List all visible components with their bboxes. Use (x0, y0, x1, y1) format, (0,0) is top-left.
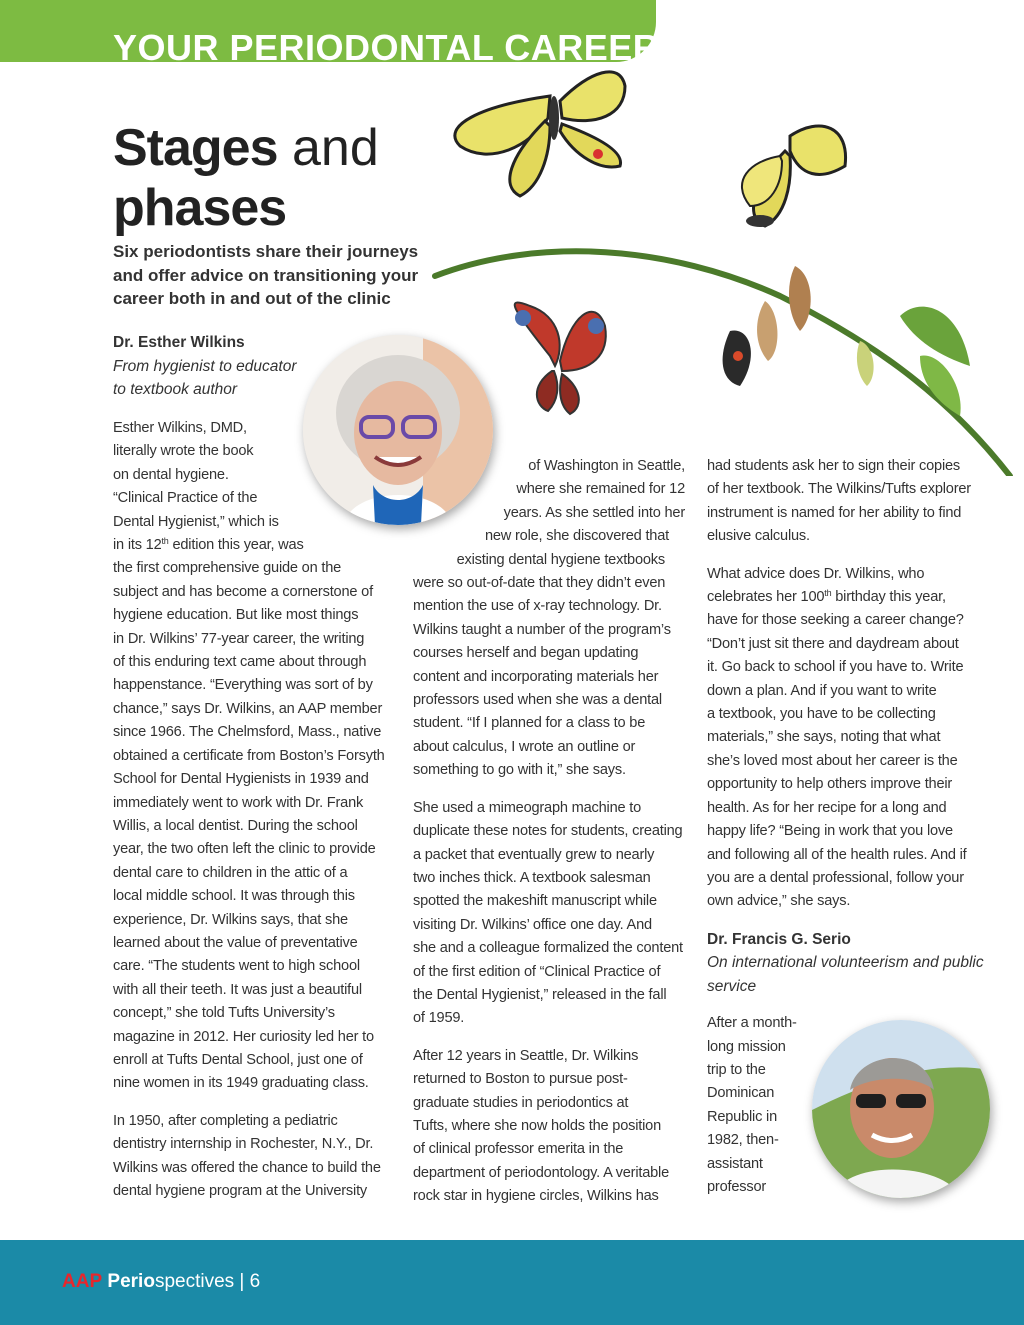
text-line: down a plan. And if you want to write (707, 682, 937, 699)
text-line: hygiene education. But like most things (113, 607, 359, 624)
text-line: dentistry internship in Rochester, N.Y., Dr. (113, 1136, 374, 1153)
text-line: concept,” she told Tufts University’s (113, 1005, 335, 1022)
text-line: where she remained for 12 (516, 481, 685, 498)
title-word-phases: phases (113, 179, 287, 237)
text-line: After 12 years in Seattle, Dr. Wilkins (413, 1047, 639, 1064)
superscript: th (161, 536, 169, 547)
profile-byline (113, 331, 297, 402)
text-line: have for those seeking a career change? (707, 612, 964, 629)
brand-perio: Perio (107, 1271, 155, 1292)
text-line: years. As she settled into her (503, 504, 685, 521)
superscript: th (824, 588, 832, 599)
text-line: instrument is named for her ability to find (707, 504, 962, 521)
text-line: existing dental hygiene textbooks (456, 551, 665, 568)
text-line: Wilkins taught a number of the program’s (413, 621, 671, 638)
text-line: chance,” says Dr. Wilkins, an AAP member (113, 700, 383, 717)
text-line: immediately went to work with Dr. Frank (113, 794, 364, 811)
paragraph (413, 797, 685, 1031)
text-line: content and incorporating materials her (413, 668, 659, 685)
profile-role: to textbook author (113, 381, 238, 398)
text-line: the Dental Hygienist,” released in the fall (413, 986, 667, 1003)
text-line: student. “If I planned for a class to be (413, 715, 646, 732)
text-line: assistant (707, 1155, 763, 1172)
text-line: since 1966. The Chelmsford, Mass., native (113, 724, 382, 741)
text-line: subject and has become a cornerstone of (113, 583, 373, 600)
text-line: graduate studies in periodontics at (413, 1094, 629, 1111)
text-fragment: celebrates her 100 (707, 589, 825, 606)
text-line: returned to Boston to pursue post- (413, 1071, 628, 1088)
text-line: professor (707, 1179, 767, 1196)
article-title (113, 118, 433, 238)
text-line: care. “The students went to high school (113, 958, 360, 975)
text-line: experience, Dr. Wilkins says, that she (113, 911, 348, 928)
profile-role: From hygienist to educator (113, 357, 297, 375)
text-line: magazine in 2012. Her curiosity led her to (113, 1028, 374, 1045)
text-line: What advice does Dr. Wilkins, who (707, 565, 925, 582)
text-line: mention the use of x-ray technology. Dr. (413, 598, 662, 615)
text-column-2 (413, 455, 685, 1223)
footer-brand (62, 1271, 260, 1293)
brand-aap: AAP (62, 1271, 103, 1292)
article-deck: Six periodontists share their journeys and offer advice on transitioning your career both in and out of the clinic (113, 242, 419, 308)
text-line: Wilkins was offered the chance to build the (113, 1159, 381, 1176)
branch-leaf (900, 307, 970, 366)
portrait-illustration (812, 1020, 990, 1198)
paragraph (113, 417, 413, 1096)
text-line: department of periodontology. A veritable (413, 1164, 670, 1181)
chrysalis (757, 301, 777, 361)
text-line: were so out-of-date that they didn’t even (413, 575, 666, 592)
photo-francis-serio (812, 1020, 990, 1198)
text-line: of the first edition of “Clinical Practice of (413, 963, 661, 980)
profile-byline (707, 928, 997, 999)
text-line: of clinical professor emerita in the (413, 1141, 624, 1158)
paragraph (413, 455, 685, 783)
paragraph (707, 455, 997, 549)
text-line: she’s loved most about her career is the (707, 752, 958, 769)
page-number: | 6 (239, 1271, 261, 1292)
text-line: of her textbook. The Wilkins/Tufts explorer (707, 481, 971, 498)
text-line: nine women in its 1949 graduating class. (113, 1075, 369, 1092)
text-line: a packet that eventually grew to nearly (413, 846, 655, 863)
text-line: “Clinical Practice of the (113, 490, 258, 507)
text-line: year, the two often left the clinic to provide (113, 841, 376, 858)
text-line: courses herself and began updating (413, 645, 639, 662)
text-line (113, 534, 413, 557)
text-line: of 1959. (413, 1010, 465, 1027)
text-line: she and a colleague formalized the content (413, 940, 683, 957)
text-line: with all their teeth. It was just a beautiful (113, 981, 362, 998)
text-line: “Don’t just sit there and daydream about (707, 635, 959, 652)
text-line: Esther Wilkins, DMD, (113, 420, 247, 436)
text-line: dental hygiene program at the University (113, 1183, 368, 1199)
text-line: obtained a certificate from Boston’s Forsyth (113, 747, 385, 764)
text-line: literally wrote the book (113, 443, 254, 460)
text-fragment: in its 12 (113, 537, 162, 554)
text-line: something to go with it,” she says. (413, 762, 626, 779)
text-line: health. As for her recipe for a long and (707, 799, 947, 816)
peacock-butterfly (515, 303, 606, 414)
text-line: enroll at Tufts Dental School, just one of (113, 1051, 363, 1068)
text-line: it. Go back to school if you have to. Write (707, 659, 964, 676)
section-title: YOUR PERIODONTAL CAREER (113, 27, 660, 62)
text-line: spotted the makeshift manuscript while (413, 893, 657, 910)
text-line: duplicate these notes for students, creating (413, 823, 683, 840)
text-column-1 (113, 417, 413, 1217)
text-line: about calculus, I wrote an outline or (413, 738, 636, 755)
text-line: happenstance. “Everything was sort of by (113, 677, 373, 694)
brand-spectives: spectives (154, 1271, 235, 1292)
profile-name: Dr. Esther Wilkins (113, 334, 245, 351)
text-line: trip to the (707, 1062, 766, 1079)
text-line: In 1950, after completing a pediatric (113, 1112, 338, 1129)
text-line: Dominican (707, 1085, 775, 1102)
profile-name: Dr. Francis G. Serio (707, 930, 851, 948)
title-word-stages: Stages (113, 119, 278, 177)
swallowtail-butterfly-large (455, 72, 625, 196)
butterfly-illustration (420, 56, 1024, 476)
text-line: learned about the value of preventative (113, 934, 358, 951)
text-line: happy life? “Being in work that you love (707, 823, 953, 840)
text-line: School for Dental Hygienists in 1939 and (113, 771, 369, 788)
paragraph (113, 1110, 413, 1204)
text-line: the first comprehensive guide on the (113, 560, 342, 577)
text-line: elusive calculus. (707, 528, 810, 545)
text-line: Willis, a local dentist. During the school (113, 817, 358, 834)
text-line: professors used when she was a dental (413, 692, 662, 709)
paragraph (413, 1045, 685, 1209)
profile-role: service (707, 977, 757, 995)
text-line: had students ask her to sign their copies (707, 458, 961, 474)
text-line: local middle school. It was through this (113, 888, 355, 905)
text-line: After a month- (707, 1015, 797, 1032)
text-line: you are a dental professional, follow your (707, 869, 964, 886)
text-line: Tufts, where she now holds the position (413, 1117, 662, 1134)
text-line: on dental hygiene. (113, 466, 229, 483)
title-word-and: and (291, 119, 379, 177)
text-line: Dental Hygienist,” which is (113, 513, 279, 530)
text-line: visiting Dr. Wilkins’ office one day. And (413, 916, 652, 933)
text-line: long mission (707, 1038, 786, 1055)
text-line (707, 586, 997, 609)
text-fragment: birthday this year, (831, 589, 946, 606)
paragraph (707, 563, 997, 914)
text-line: opportunity to help others improve their (707, 776, 953, 793)
text-line: own advice,” she says. (707, 893, 851, 910)
text-fragment: edition this year, was (172, 537, 304, 554)
text-line: materials,” she says, noting that what (707, 729, 941, 746)
swallowtail-butterfly-perched (742, 126, 846, 227)
text-line: a textbook, you have to be collecting (707, 706, 936, 723)
chrysalis (789, 266, 811, 331)
text-line: of Washington in Seattle, (528, 458, 685, 474)
text-line: dental care to children in the attic of a (113, 864, 348, 881)
text-line: rock star in hygiene circles, Wilkins has (413, 1188, 659, 1205)
text-line: in Dr. Wilkins’ 77-year career, the writing (113, 630, 365, 647)
text-line: two inches thick. A textbook salesman (413, 869, 651, 886)
text-line: 1982, then- (707, 1132, 779, 1149)
text-line: new role, she discovered that (484, 528, 669, 545)
text-line: She used a mimeograph machine to (413, 799, 642, 816)
text-line: and following all of the health rules. And if (707, 846, 967, 863)
text-line: of this enduring text came about through (113, 654, 367, 671)
profile-role: On international volunteerism and public (707, 954, 984, 972)
text-line: Republic in (707, 1108, 777, 1125)
